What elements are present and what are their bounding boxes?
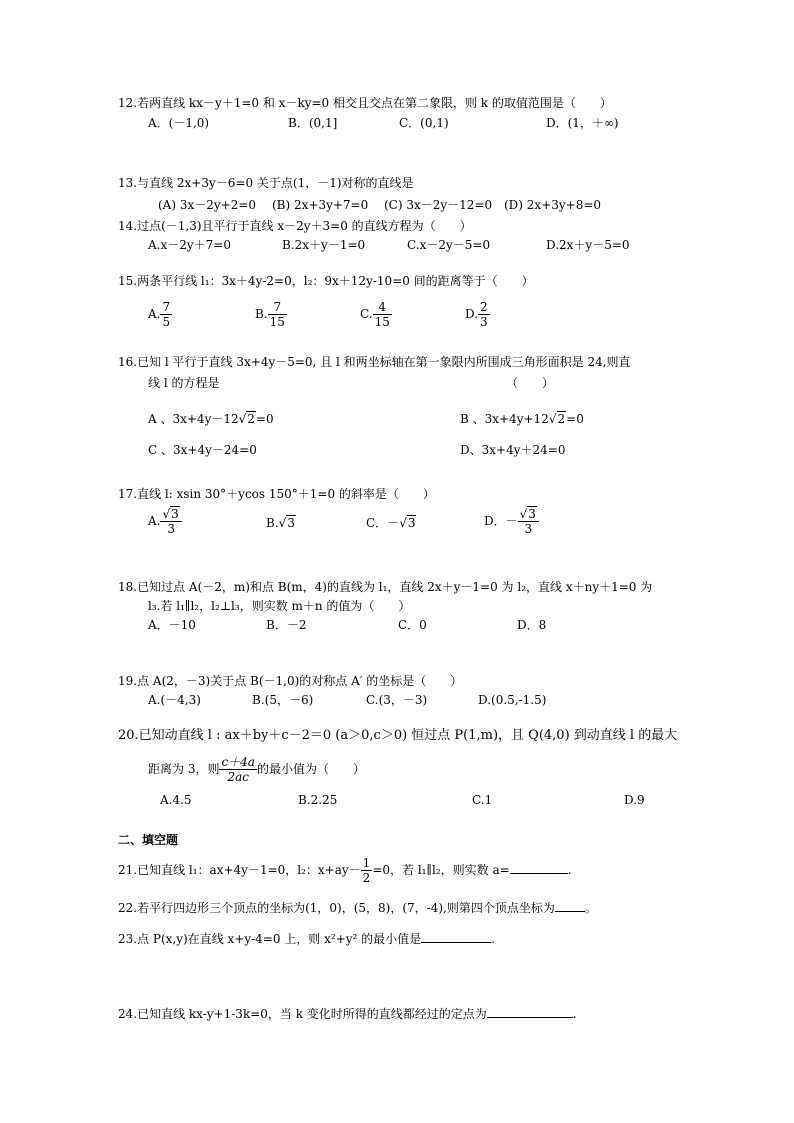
q17-option-d-den: 3 <box>524 522 533 536</box>
q13-option-c: (C) 3x－2y－12=0 <box>384 198 493 212</box>
q16-option-a-post: =0 <box>255 412 274 426</box>
q23-stem <box>118 930 495 947</box>
q22-end: 。 <box>584 901 597 915</box>
q15-option-b-den: 15 <box>269 315 285 329</box>
q16-option-b: B 、3x+4y+12√2=0 <box>460 412 584 426</box>
q17-option-d-fraction <box>518 507 539 536</box>
q15-option-b-num: 7 <box>268 300 287 315</box>
q15-option-a-den: 5 <box>162 315 171 329</box>
q13-option-d: (D) 2x+3y+8=0 <box>504 198 602 212</box>
q17-option-c-label: C．－ <box>366 516 400 530</box>
q15-option-d-num: 2 <box>480 300 488 314</box>
q20-stem-line1: 20.已知动直线 l : ax＋by＋c－2＝0 (a＞0,c＞0) 恒过点 P(1,m)，且 Q(4,0) 到动直线 l 的最大 <box>118 728 678 743</box>
q12-stem: 12.若两直线 kx－y＋1=0 和 x－ky=0 相交且交点在第二象限，则 k 的取值范围是（ ） <box>118 96 612 110</box>
q19-option-c: C.(3，－3) <box>366 693 428 707</box>
q17-option-c-radicand: 3 <box>407 516 416 530</box>
q17-option-a-fraction <box>160 507 181 536</box>
q20-stem-line2-post: 的最小值为（ ） <box>256 762 365 776</box>
q19-option-d: D.(0.5,-1.5) <box>478 693 547 707</box>
q17-option-a <box>148 507 182 536</box>
q15-option-c-fraction <box>373 300 392 329</box>
section-title-fill-in: 二、填空题 <box>118 833 179 847</box>
q20-fraction <box>219 755 257 784</box>
q16-option-a: A 、3x+4y－12√2=0 <box>148 412 274 426</box>
q13-option-b: (B) 2x+3y+7=0 <box>272 198 369 212</box>
q21-fraction <box>361 856 373 885</box>
q19-option-b: B.(5，－6) <box>252 693 314 707</box>
q24-end: . <box>572 1007 577 1021</box>
q17-option-a-label: A. <box>148 514 161 528</box>
q12-option-c: C．(0,1) <box>399 116 449 130</box>
q17-stem: 17.直线 l: xsin 30°＋ycos 150°＋1=0 的斜率是（ ） <box>118 487 435 501</box>
q12-option-a: A．(－1,0) <box>148 116 210 130</box>
q17-option-a-den: 3 <box>167 522 175 536</box>
q17-option-d-label: D．－ <box>484 514 518 528</box>
q16-option-a-pre: A 、3x+4y－12 <box>148 412 239 426</box>
q17-option-d-num: √3 <box>518 507 539 522</box>
q18-option-a: A．－10 <box>148 618 196 632</box>
q18-option-b: B．－2 <box>266 618 307 632</box>
q17-option-b-radicand: 3 <box>287 516 295 530</box>
q16-stem-line2: 线 l 的方程是 <box>148 376 220 390</box>
q15-option-d <box>465 300 490 329</box>
q22-answer-blank[interactable] <box>555 899 585 912</box>
q21-stem <box>118 856 572 885</box>
q20-option-a: A.4.5 <box>160 793 192 807</box>
q20-stem-line2-pre: 距离为 3，则 <box>148 762 220 776</box>
q17-option-d <box>484 507 539 536</box>
q16-option-b-post: =0 <box>566 412 584 426</box>
q15-option-b-fraction <box>268 300 287 329</box>
q24-pre: 24.已知直线 kx-y+1-3k=0，当 k 变化时所得的直线都经过的定点为 <box>118 1007 487 1021</box>
q19-stem: 19.点 A(2，－3)关于点 B(－1,0)的对称点 A′ 的坐标是（ ） <box>118 674 463 688</box>
q16-stem-line1: 16.已知 l 平行于直线 3x+4y－5=0, 且 l 和两坐标轴在第一象限内所围成三角形面积是 24,则直 <box>118 355 631 369</box>
q16-option-c: C 、3x+4y－24=0 <box>148 443 257 457</box>
q17-option-b: B.√3 <box>266 516 295 530</box>
q14-option-c: C.x－2y－5=0 <box>407 238 491 252</box>
q14-option-d: D.2x＋y－5=0 <box>546 238 630 252</box>
q16-option-b-radicand: 2 <box>557 412 566 426</box>
q21-post: =0，若 l₁∥l₂，则实数 a= <box>372 863 510 877</box>
q24-stem <box>118 1005 577 1022</box>
q20-fraction-num: c＋4a <box>221 755 255 769</box>
q17-option-a-num: √3 <box>160 507 181 522</box>
q18-stem-line1: 18.已知过点 A(－2，m)和点 B(m，4)的直线为 l₁，直线 2x＋y－1=0 为 l₂，直线 x＋ny＋1=0 为 <box>118 580 653 594</box>
q14-stem: 14.过点(－1,3)且平行于直线 x－2y＋3=0 的直线方程为（ ） <box>118 219 472 233</box>
q21-answer-blank[interactable] <box>510 861 568 874</box>
q21-pre: 21.已知直线 l₁：ax+4y－1=0，l₂：x+ay－ <box>118 863 361 877</box>
q18-option-c: C．0 <box>398 618 427 632</box>
q16-option-b-pre: B 、3x+4y+12 <box>460 412 549 426</box>
q22-stem <box>118 899 597 916</box>
q15-option-a-fraction <box>160 300 172 329</box>
q15-option-c-den: 15 <box>374 315 390 329</box>
q15-option-a <box>148 300 172 329</box>
q21-fraction-num: 1 <box>362 856 371 870</box>
q12-option-b: B．(0,1] <box>288 116 338 130</box>
q18-option-d: D．8 <box>517 618 547 632</box>
q22-pre: 22.若平行四边形三个顶点的坐标为(1，0)，(5，8)，(7，-4),则第四个顶点坐标为 <box>118 901 555 915</box>
q13-stem: 13.与直线 2x+3y－6=0 关于点(1，－1)对称的直线是 <box>118 176 414 190</box>
q16-option-a-radicand: 2 <box>247 412 255 426</box>
q17-option-c: C．－√3 <box>366 516 416 530</box>
q24-answer-blank[interactable] <box>487 1005 573 1018</box>
q20-fraction-den: 2ac <box>227 770 249 784</box>
q15-option-b-label: B. <box>255 307 268 321</box>
q20-stem-line2 <box>148 755 365 784</box>
q15-option-d-label: D. <box>465 307 479 321</box>
q23-end: . <box>491 932 495 946</box>
q17-option-b-label: B. <box>266 516 279 530</box>
q15-option-c-num: 4 <box>373 300 392 315</box>
q23-pre: 23.点 P(x,y)在直线 x+y-4=0 上，则 x²+y² 的最小值是 <box>118 932 422 946</box>
q20-option-d: D.9 <box>624 793 645 807</box>
q20-option-c: C.1 <box>472 793 493 807</box>
q13-option-a: (A) 3x－2y+2=0 <box>158 198 257 212</box>
q18-stem-line2: l₃.若 l₁∥l₂，l₂⊥l₃，则实数 m＋n 的值为（ ） <box>148 599 411 613</box>
q23-answer-blank[interactable] <box>421 930 491 943</box>
q15-option-a-label: A. <box>148 307 161 321</box>
q16-answer-paren: （ ） <box>506 376 555 390</box>
q21-fraction-den: 2 <box>362 871 371 885</box>
q15-option-a-num: 7 <box>162 300 171 314</box>
q15-option-d-fraction <box>478 300 490 329</box>
q14-option-a: A.x－2y＋7=0 <box>148 238 231 252</box>
q15-option-d-den: 3 <box>480 315 488 329</box>
q15-stem: 15.两条平行线 l₁：3x＋4y-2=0，l₂：9x＋12y-10=0 间的距离等于（ ） <box>118 274 534 288</box>
q21-end: . <box>567 863 572 877</box>
q19-option-a: A.(－4,3) <box>148 693 201 707</box>
q15-option-b <box>255 300 287 329</box>
q12-option-d: D．(1，＋∞) <box>546 116 619 130</box>
q20-option-b: B.2.25 <box>298 793 338 807</box>
q14-option-b: B.2x＋y－1=0 <box>282 238 366 252</box>
q15-option-c-label: C. <box>360 307 373 321</box>
q16-option-d: D、3x+4y＋24=0 <box>460 443 566 457</box>
q15-option-c <box>360 300 392 329</box>
